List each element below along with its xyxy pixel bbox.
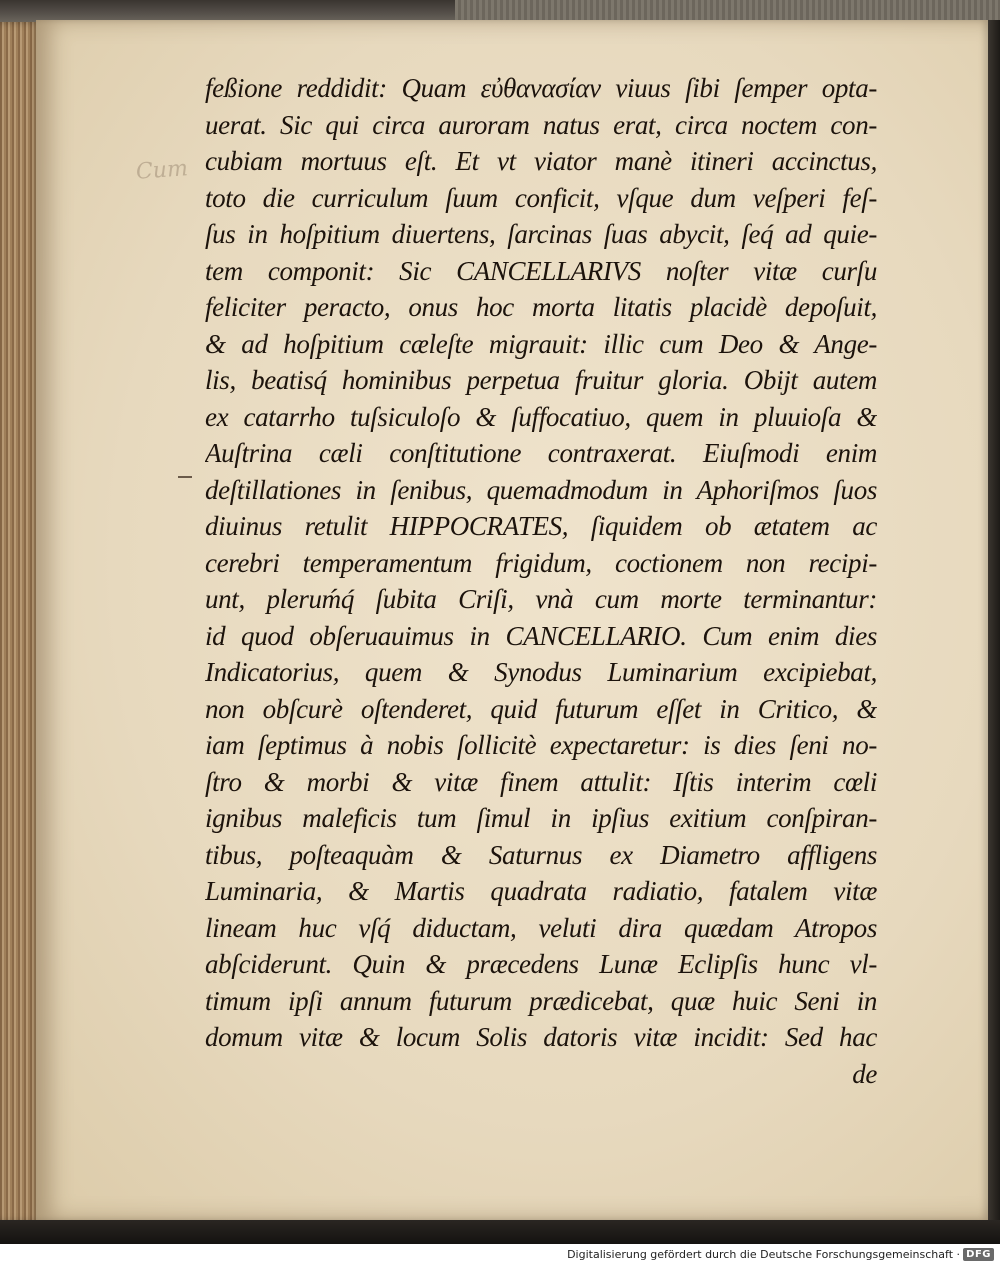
text-line: tibus, poſteaquàm & Saturnus ex Diametro affligens xyxy=(205,839,877,870)
text-line: deſtillationes in ſenibus, quemadmodum in Aphoriſmos ſuos xyxy=(205,474,877,505)
book-bottom-edge xyxy=(0,1220,1000,1244)
text-line: ignibus maleficis tum ſimul in ipſius exitium conſpiran- xyxy=(205,803,877,833)
margin-annotation: Cum xyxy=(135,156,189,185)
text-line: cerebri temperamentum frigidum, coctionem non recipi- xyxy=(205,547,877,578)
text-line: id quod obſeruauimus in CANCELLARIO. Cum enim dies xyxy=(205,620,877,651)
text-line: ſtro & morbi & vitæ finem attulit: Iſtis interim cœli xyxy=(205,766,877,797)
book-right-edge xyxy=(988,20,1000,1220)
book-cover-cloth xyxy=(455,0,1000,20)
text-line: Indicatorius, quem & Synodus Luminarium excipiebat, xyxy=(205,657,877,687)
text-line: toto die curriculum ſuum conficit, vſque dum veſperi feſ- xyxy=(205,182,877,213)
text-line: lineam huc vſq́ diductam, veluti dira quædam Atropos xyxy=(205,912,877,943)
book-top-edge xyxy=(0,0,1000,22)
margin-mark xyxy=(178,476,192,478)
book-page-edges xyxy=(0,22,40,1222)
text-line: ſus in hoſpitium diuertens, ſarcinas ſuas abycit, ſeq́ ad quie- xyxy=(205,219,877,249)
page-text xyxy=(205,70,877,1092)
text-line: ex catarrho tuſsiculoſo & ſuffocatiuo, quem in pluuioſa & xyxy=(205,401,877,432)
digitization-footer xyxy=(0,1244,1000,1267)
text-line: feliciter peracto, onus hoc morta litatis placidè depoſuit, xyxy=(205,292,877,322)
text-line: abſciderunt. Quin & præcedens Lunæ Eclipſis hunc vl- xyxy=(205,949,877,979)
text-line: lis, beatisq́ hominibus perpetua fruitur gloria. Obijt autem xyxy=(205,365,877,395)
text-line: Auſtrina cæli conſtitutione contraxerat. Eiuſmodi enim xyxy=(205,438,877,468)
text-line: feßione reddidit: Quam εὐθανασίαν viuus ſibi ſemper opta- xyxy=(205,73,877,103)
text-line: uerat. Sic qui circa auroram natus erat, circa noctem con- xyxy=(205,109,877,140)
text-line: unt, pleruḿq́ ſubita Criſi, vnà cum morte terminantur: xyxy=(205,584,877,614)
text-line: tem componit: Sic CANCELLARIVS noſter vitæ curſu xyxy=(205,255,877,286)
footer-credit: Digitalisierung gefördert durch die Deutsche Forschungsgemeinschaft · xyxy=(567,1248,960,1261)
text-line: Luminaria, & Martis quadrata radiatio, fatalem vitæ xyxy=(205,876,877,906)
text-line: & ad hoſpitium cæleſte migrauit: illic cum Deo & Ange- xyxy=(205,328,877,359)
text-line: timum ipſi annum futurum prædicebat, quæ huic Seni in xyxy=(205,985,877,1016)
text-line: cubiam mortuus eſt. Et vt viator manè itineri accinctus, xyxy=(205,146,877,176)
text-line: non obſcurè oſtenderet, quid futurum eſſet in Critico, & xyxy=(205,693,877,724)
catchword: de xyxy=(852,1058,877,1089)
dfg-logo: DFG xyxy=(963,1248,994,1261)
text-line: diuinus retulit HIPPOCRATES, ſiquidem ob ætatem ac xyxy=(205,511,877,541)
text-line: iam ſeptimus à nobis ſollicitè expectaretur: is dies ſeni no- xyxy=(205,730,877,760)
text-line: domum vitæ & locum Solis datoris vitæ incidit: Sed hac xyxy=(205,1022,877,1052)
